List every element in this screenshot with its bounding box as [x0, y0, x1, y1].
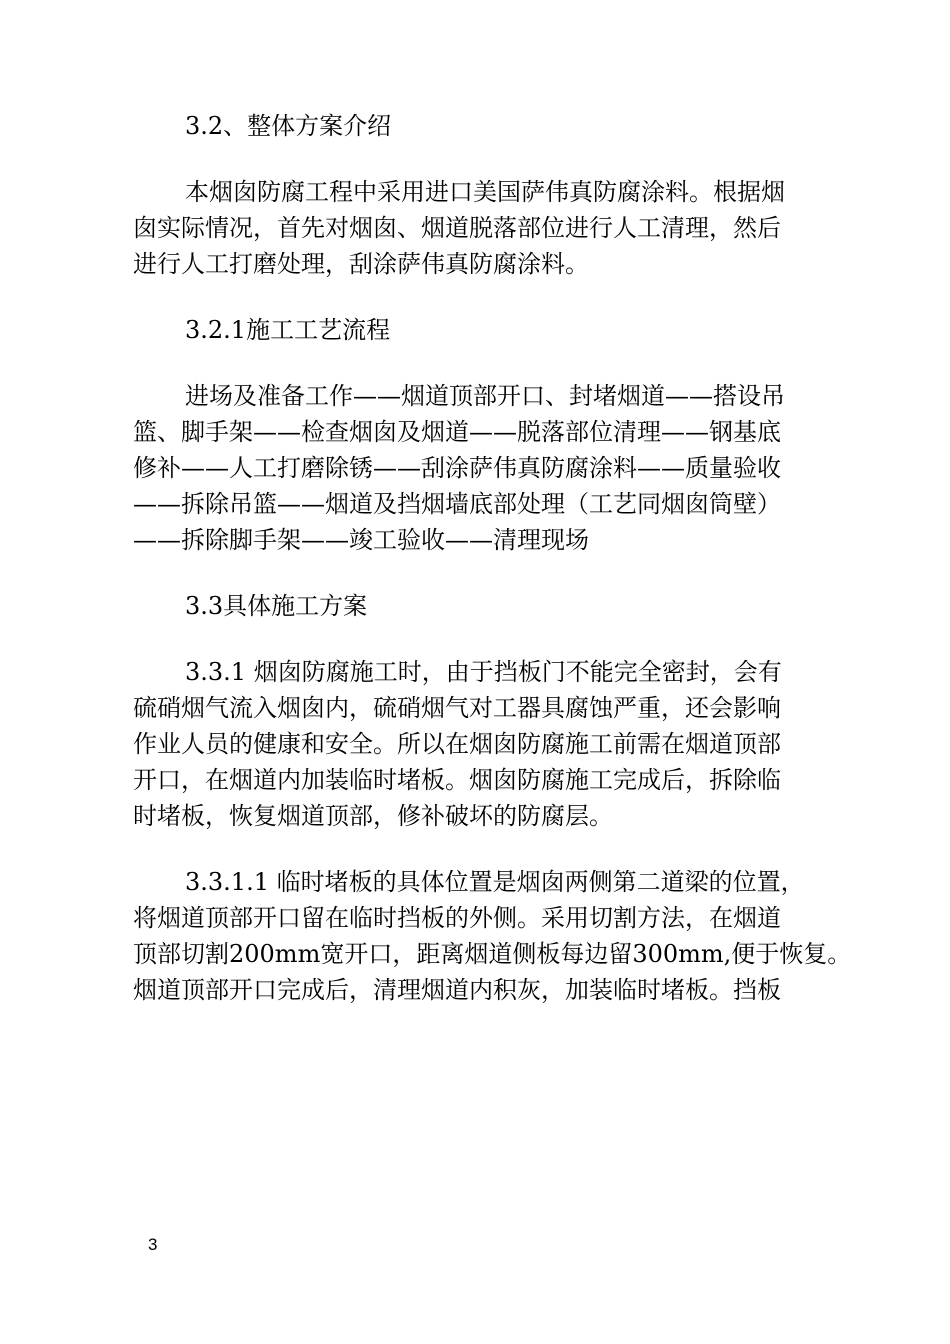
- document-body: [133, 108, 852, 1008]
- paragraph-line: ——拆除脚手架——竣工验收——清理现场: [133, 526, 589, 554]
- paragraph-overview: [133, 174, 833, 282]
- section-heading-3-2: 3.2、整体方案介绍: [185, 112, 392, 140]
- section-heading-3-3: 3.3具体施工方案: [185, 592, 368, 620]
- section-heading-3-2-1: 3.2.1施工工艺流程: [185, 316, 391, 344]
- paragraph-3-3-1: [133, 654, 833, 834]
- paragraph-line: 3.3.1 烟囱防腐施工时，由于挡板门不能完全密封，会有: [185, 658, 782, 686]
- paragraph-line: 本烟囱防腐工程中采用进口美国萨伟真防腐涂料。根据烟: [185, 178, 785, 206]
- paragraph-line: 时堵板，恢复烟道顶部，修补破坏的防腐层。: [133, 802, 613, 830]
- paragraph-line: 进行人工打磨处理，刮涂萨伟真防腐涂料。: [133, 250, 589, 278]
- paragraph-line: 硫硝烟气流入烟囱内，硫硝烟气对工器具腐蚀严重，还会影响: [133, 694, 781, 722]
- paragraph-line: 顶部切割200mm宽开口，距离烟道侧板每边留300mm,便于恢复。: [133, 940, 852, 968]
- paragraph-line: 将烟道顶部开口留在临时挡板的外侧。采用切割方法，在烟道: [133, 904, 781, 932]
- paragraph-line: 进场及准备工作——烟道顶部开口、封堵烟道——搭设吊: [185, 382, 785, 410]
- paragraph-line: 篮、脚手架——检查烟囱及烟道——脱落部位清理——钢基底: [133, 418, 781, 446]
- paragraph-line: 3.3.1.1 临时堵板的具体位置是烟囱两侧第二道梁的位置，: [185, 868, 805, 896]
- paragraph-line: 作业人员的健康和安全。所以在烟囱防腐施工前需在烟道顶部: [133, 730, 781, 758]
- paragraph-line: 修补——人工打磨除锈——刮涂萨伟真防腐涂料——质量验收: [133, 454, 781, 482]
- paragraph-line: 开口，在烟道内加装临时堵板。烟囱防腐施工完成后，拆除临: [133, 766, 781, 794]
- paragraph-line: 烟道顶部开口完成后，清理烟道内积灰，加装临时堵板。挡板: [133, 976, 781, 1004]
- paragraph-process-flow: [133, 378, 833, 558]
- paragraph-line: ——拆除吊篮——烟道及挡烟墙底部处理（工艺同烟囱筒壁）: [133, 490, 781, 518]
- paragraph-line: 囱实际情况，首先对烟囱、烟道脱落部位进行人工清理，然后: [133, 214, 781, 242]
- paragraph-3-3-1-1: [133, 864, 852, 1008]
- page-number: 3: [148, 1235, 158, 1254]
